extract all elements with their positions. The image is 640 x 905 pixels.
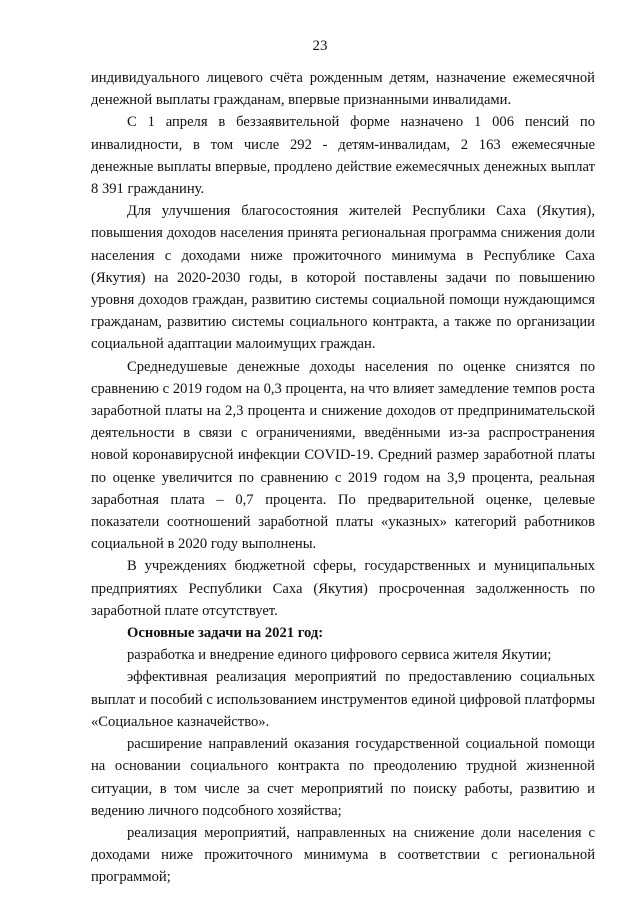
paragraph-income: Среднедушевые денежные доходы населения по оценке снизятся по сравнению с 2019 годом на 0,3 процента, на что влияет замедление темпов роста заработной платы на 2,3 процента и снижение доходов от предпринимательской деятельности в связи с ограничениями, введёнными из-за распространения новой коронавирусной инфекции COVID-19. Средний размер заработной платы по оценке увеличится по сравнению с 2019 годом на 3,9 процента, реальная заработная плата – 0,7 процента. По предварительной оценке, целевые показатели соотношений заработной платы «указных» категорий работников социальной в 2020 году выполнены. (91, 358, 595, 553)
task-item: расширение направлений оказания государственной социальной помощи на основании социального контракта по преодолению трудной жизненной ситуации, в том числе за счет мероприятий по поиску работы, развитию и ведению личного подсобного хозяйства; (91, 736, 595, 819)
tasks-heading: Основные задачи на 2021 год: (127, 625, 324, 642)
task-item: реализация мероприятий, направленных на снижение доли населения с доходами ниже прожиточного минимума в соответствии с региональной программой; (91, 824, 595, 886)
paragraph-continuation: индивидуального лицевого счёта рожденным детям, назначение ежемесячной денежной выплаты гражданам, впервые признанными инвалидами. (91, 70, 595, 109)
page-number: 23 (312, 38, 328, 54)
paragraph-regional-program: Для улучшения благосостояния жителей Республики Саха (Якутия), повышения доходов населения принята региональная программа снижения доли населения с доходами ниже прожиточного минимума в Республике Саха (Якутия) на 2020-2030 годы, в которой поставлены задачи по повышению уровня доходов граждан, развитию системы социальной помощи нуждающимся гражданам, развитию системы социального контракта, а также по организации социальной адаптации малоимущих граждан. (91, 203, 595, 353)
task-item: разработка и внедрение единого цифрового сервиса жителя Якутии; (127, 647, 552, 664)
task-item: эффективная реализация мероприятий по предоставлению социальных выплат и пособий с использованием инструментов единой цифровой платформы «Социальное казначейство». (91, 669, 595, 730)
paragraph-wage-arrears: В учреждениях бюджетной сферы, государственных и муниципальных предприятиях Республики Саха (Якутия) просроченная задолженность по заработной плате отсутствует. (91, 558, 595, 619)
paragraph-pensions: С 1 апреля в беззаявительной форме назначено 1 006 пенсий по инвалидности, в том числе 292 - детям-инвалидам, 2 163 ежемесячные денежные выплаты впервые, продлено действие ежемесячных денежных выплат 8 391 гражданину. (91, 114, 595, 198)
body-text (91, 67, 595, 889)
